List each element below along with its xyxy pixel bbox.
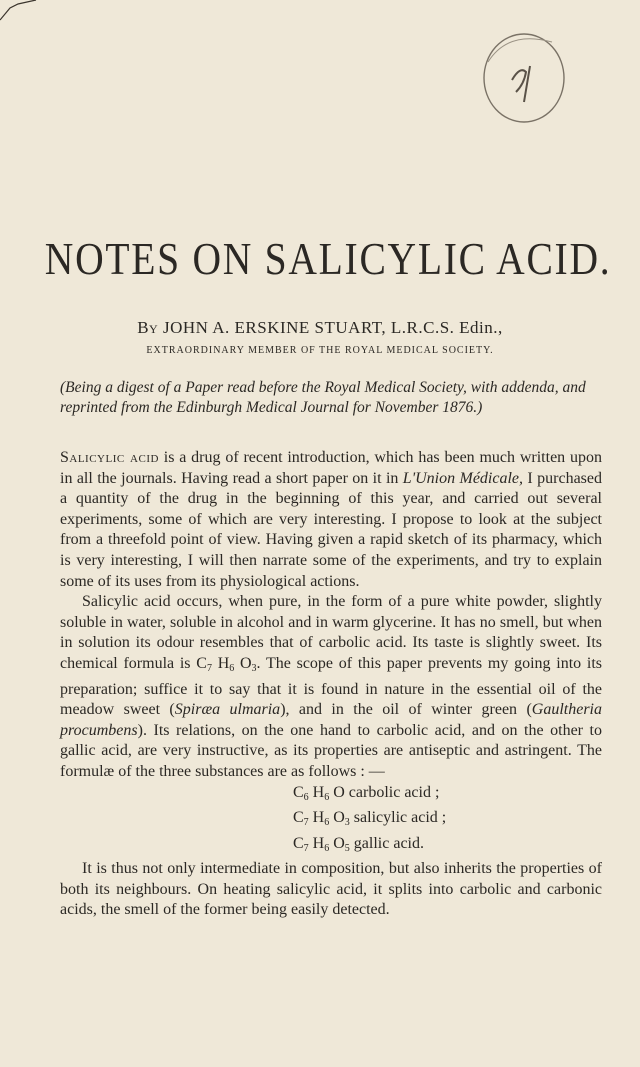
subscript: 6 (324, 842, 330, 854)
subscript: 7 (303, 842, 309, 854)
subscript: 6 (324, 791, 330, 803)
paragraph-2-text-d: ). Its relations, on the one hand to carbolic acid, and on the other to gallic acid, are very instructive, as its properties are antiseptic and astringent. The formulæ of the three substances are as follows : — (60, 721, 602, 780)
formula-list (60, 783, 602, 860)
formula-name: carbolic acid ; (348, 783, 440, 801)
author-line (0, 318, 640, 338)
formula-name: gallic acid. (353, 834, 424, 852)
subscript: 5 (344, 842, 350, 854)
paragraph-1 (60, 448, 602, 592)
subscript: 3 (251, 662, 257, 674)
paragraph-1-text-b: I purchased a quantity of the drug in the beginning of this year, and carried out several experiments, some of which are very interesting. I propose to look at the subject from a threefold point of view. Having given a rapid sketch of its pharmacy, which is very interesting, I will then narrate some of the experiments, and try to explain some of its uses from its physiological actions. (60, 469, 602, 590)
formula-row: $C_7$ $H_6$ $O_3$ salicylic acid ; (293, 809, 447, 829)
formula-symbol: H (211, 654, 230, 672)
formula-symbol: O (234, 654, 252, 672)
author-name: JOHN A. ERSKINE STUART, L.R.C.S. Edin., (162, 318, 503, 337)
subscript: 7 (303, 817, 309, 829)
document-title: NOTES ON SALICYLIC ACID. (44, 233, 612, 284)
subscript: 6 (303, 791, 309, 803)
paragraph-1-lead: Salicylic acid (60, 449, 159, 466)
subscript: 3 (344, 817, 350, 829)
formula-row: $C_6$ $H_6$ O carbolic acid ; (293, 783, 440, 803)
formula-name: salicylic acid ; (353, 809, 447, 827)
plant-name: Gaultheria procumbens (60, 701, 602, 739)
publication-note: (Being a digest of a Paper read before the Royal Medical Society, with addenda, and reprinted from the Edinburgh Medical Journal for November 1876.) (60, 379, 586, 416)
paragraph-3: It is thus not only intermediate in composition, but also inherits the properties of both its neighbours. On heating salicylic acid, it splits into carbolic and carbonic acids, the smell of the former being easily detected. (60, 860, 602, 919)
paragraph-2-text-a: Salicylic acid occurs, when pure, in the form of a pure white powder, slightly soluble in water, soluble in alcohol and in warm glycerine. It has no smell, but when in solution its odour resembles that of carbolic acid. Its taste is slightly sweet. Its chemical formula is C (60, 593, 602, 672)
paragraph-1-text-a: is a drug of recent introduction, which has been much written upon in all the journals. Having read a short paper on it in (60, 449, 602, 487)
subscript: 6 (324, 817, 330, 829)
paragraph-2-text-b: . The scope of this paper prevents my going into its preparation; suffice it to say that it is found in nature in the essential oil of the meadow sweet ( (60, 654, 603, 719)
pencil-mark (0, 0, 40, 22)
subscript: 6 (229, 662, 235, 674)
author-prefix: By (137, 318, 159, 337)
paragraph-2 (60, 592, 602, 782)
paragraph-2-text-c: ), and in the oil of winter green ( (280, 701, 532, 719)
formula-row: $C_7$ $H_6$ $O_5$ gallic acid. (293, 834, 424, 854)
journal-name: L'Union Médicale, (402, 469, 524, 487)
plant-name: Spiræa ulmaria (174, 701, 281, 719)
library-stamp-icon (468, 22, 578, 126)
subscript: 7 (206, 662, 212, 674)
article-body (60, 448, 602, 921)
author-membership: EXTRAORDINARY MEMBER OF THE ROYAL MEDICAL SOCIETY. (146, 345, 494, 356)
